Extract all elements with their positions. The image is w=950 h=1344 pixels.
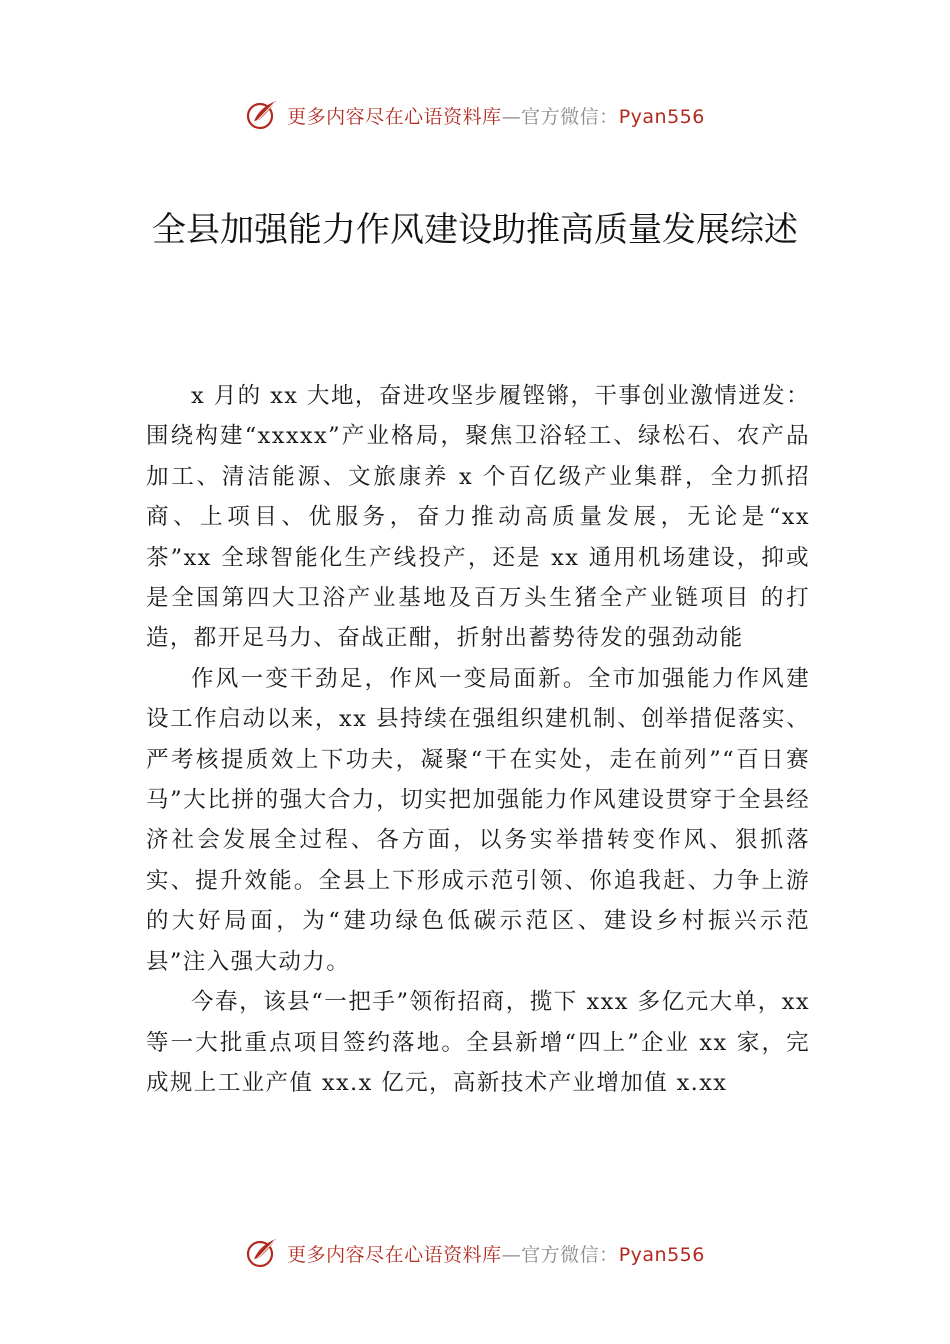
document-body xyxy=(146,376,810,1103)
header-banner xyxy=(0,95,950,135)
banner-text xyxy=(287,1240,705,1267)
paragraph-2: 作风一变干劲足，作风一变局面新。全市加强能力作风建设工作启动以来，xx 县持续在强组织建机制、创举措促落实、严考核提质效上下功夫，凝聚“干在实处，走在前列”“百日赛马”大比拼的强大合力，切实把加强能力作风建设贯穿于全县经济社会发展全过程、各方面，以务实举措转变作风、狠抓落实、提升效能。全县上下形成示范引领、你追我赶、力争上游的大好局面，为“建功绿色低碳示范区、建设乡村振兴示范县”注入强大动力。 xyxy=(146,665,810,975)
quill-logo-icon xyxy=(245,97,281,133)
quill-logo-icon xyxy=(245,1235,281,1271)
banner-main-text: 更多内容尽在心语资料库 xyxy=(287,1243,502,1266)
paragraph-1: x 月的 xx 大地，奋进攻坚步履铿锵，干事创业激情迸发：围绕构建“xxxxx”产业格局，聚焦卫浴轻工、绿松石、农产品加工、清洁能源、文旅康养 x 个百亿级产业集群，全力抓招商、上项目、优服务，奋力推动高质量发展，无论是“xx 茶”xx 全球智能化生产线投产，还是 xx 通用机场建设，抑或是全国第四大卫浴产业基地及百万头生猪全产业链项目 的打造，都开足马力、奋战正酣，折射出蓄势待发的强劲动能 xyxy=(146,383,810,652)
banner-wechat-id: Pyan556 xyxy=(618,1243,705,1266)
footer-banner xyxy=(0,1233,950,1273)
banner-wechat-label: 官方微信： xyxy=(521,1243,619,1266)
document-title: 全县加强能力作风建设助推高质量发展综述 xyxy=(152,210,798,250)
banner-wechat-id: Pyan556 xyxy=(618,105,705,128)
paragraph-3: 今春，该县“一把手”领衔招商，揽下 xxx 多亿元大单，xx 等一大批重点项目签约落地。全县新增“四上”企业 xx 家，完成规上工业产值 xx.x 亿元，高新技术产业增加值 x.xx xyxy=(146,989,810,1096)
banner-separator: — xyxy=(501,1243,522,1266)
banner-text xyxy=(287,102,705,129)
banner-separator: — xyxy=(501,105,522,128)
banner-wechat-label: 官方微信： xyxy=(521,105,619,128)
banner-main-text: 更多内容尽在心语资料库 xyxy=(287,105,502,128)
